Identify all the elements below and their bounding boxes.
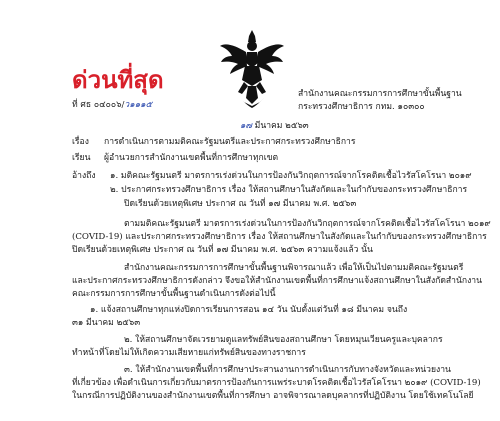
- body-paragraph-line: (COVID-19) และประกาศกระทรวงศึกษาธิการ เรื่อง ให้สถานศึกษาในสังกัดและในกำกับของกระทรวงศึกษาธิการ: [72, 232, 487, 242]
- references-label: อ้างถึง: [72, 171, 96, 181]
- subject-label: เรื่อง: [72, 137, 89, 147]
- urgency-heading: ด่วนที่สุด: [72, 66, 164, 94]
- body-paragraph-line: ที่เกี่ยวข้อง เพื่อดำเนินการเกี่ยวกับมาตรการป้องกันการแพร่ระบาดโรคติดเชื้อไวรัสโคโรนา ๒๐๑๙ (COVID-19): [72, 378, 481, 388]
- agency-address: กระทรวงศึกษาธิการ กทม. ๑๐๓๐๐: [298, 102, 425, 112]
- reference-item-continued: ปิดเรียนด้วยเหตุพิเศษ ประกาศ ณ วันที่ ๑๗ มีนาคม พ.ศ. ๒๕๖๓: [124, 199, 357, 209]
- body-paragraph-line: คณะกรรมการการศึกษาขั้นพื้นฐานดำเนินการดังต่อไปนี้: [72, 289, 276, 299]
- body-paragraph-line: ๒. ให้สถานศึกษาจัดเวรยามดูแลทรัพย์สินของสถานศึกษา โดยหมุนเวียนครูและบุคลากร: [124, 335, 443, 345]
- document-number: [72, 99, 152, 111]
- date-month-year: มีนาคม ๒๕๖๓: [254, 121, 309, 131]
- body-paragraph-line: และประกาศกระทรวงศึกษาธิการดังกล่าว จึงขอให้สำนักงานเขตพื้นที่การศึกษาแจ้งสถานศึกษาในสังกัดสำนักงาน: [72, 276, 482, 286]
- document-number-prefix: ที่ ศธ ๐๔๐๐๖/: [72, 100, 125, 110]
- document-date: [240, 120, 309, 132]
- reference-item: ๒. ประกาศกระทรวงศึกษาธิการ เรื่อง ให้สถานศึกษาในสังกัดและในกำกับของกระทรวงศึกษาธิการ: [110, 185, 468, 195]
- recipient-text: ผู้อำนวยการสำนักงานเขตพื้นที่การศึกษาทุกเขต: [104, 153, 279, 163]
- body-paragraph-line: ๓. ให้สำนักงานเขตพื้นที่การศึกษาประสานงานการดำเนินการกับทางจังหวัดและหน่วยงาน: [124, 365, 451, 375]
- recipient-label: เรียน: [72, 153, 91, 163]
- body-paragraph-line: ในกรณีการปฏิบัติงานของสำนักงานเขตพื้นที่การศึกษา อาจพิจารณาลดบุคลากรที่ปฏิบัติงาน โดยใช้เทคโนโลยี: [72, 391, 474, 401]
- reference-item: ๑. มติคณะรัฐมนตรี มาตรการเร่งด่วนในการป้องกันวิกฤตการณ์จากโรคติดเชื้อไวรัสโคโรนา ๒๐๑๙: [110, 171, 472, 181]
- body-paragraph-line: สำนักงานคณะกรรมการการศึกษาขั้นพื้นฐานพิจารณาแล้ว เพื่อให้เป็นไปตามมติคณะรัฐมนตรี: [124, 263, 464, 273]
- garuda-emblem-icon: [218, 28, 286, 110]
- body-paragraph-line: ทำหน้าที่โดยไม่ให้เกิดความเสียหายแก่ทรัพย์สินของทางราชการ: [72, 348, 306, 358]
- body-paragraph-line: ปิดเรียนด้วยเหตุพิเศษ ประกาศ ณ วันที่ ๑๗ มีนาคม พ.ศ. ๒๕๖๓ ความแจ้งแล้ว นั้น: [72, 245, 373, 255]
- body-paragraph-line: ตามมติคณะรัฐมนตรี มาตรการเร่งด่วนในการป้องกันวิกฤตการณ์จากโรคติดเชื้อไวรัสโคโรนา ๒๐๑๙: [124, 219, 491, 229]
- subject-text: การดำเนินการตามมติคณะรัฐมนตรีและประกาศกระทรวงศึกษาธิการ: [104, 137, 356, 147]
- body-paragraph-line: ๓๑ มีนาคม ๒๕๖๓: [72, 318, 141, 328]
- date-day-handwritten: ๑๗: [240, 121, 252, 131]
- body-paragraph-line: ๑. แจ้งสถานศึกษาทุกแห่งปิดการเรียนการสอน ๑๔ วัน นับตั้งแต่วันที่ ๑๘ มีนาคม จนถึง: [90, 305, 408, 315]
- document-number-handwritten: ว๑๑๑๕: [124, 100, 153, 110]
- agency-name: สำนักงานคณะกรรมการการศึกษาขั้นพื้นฐาน: [298, 89, 462, 99]
